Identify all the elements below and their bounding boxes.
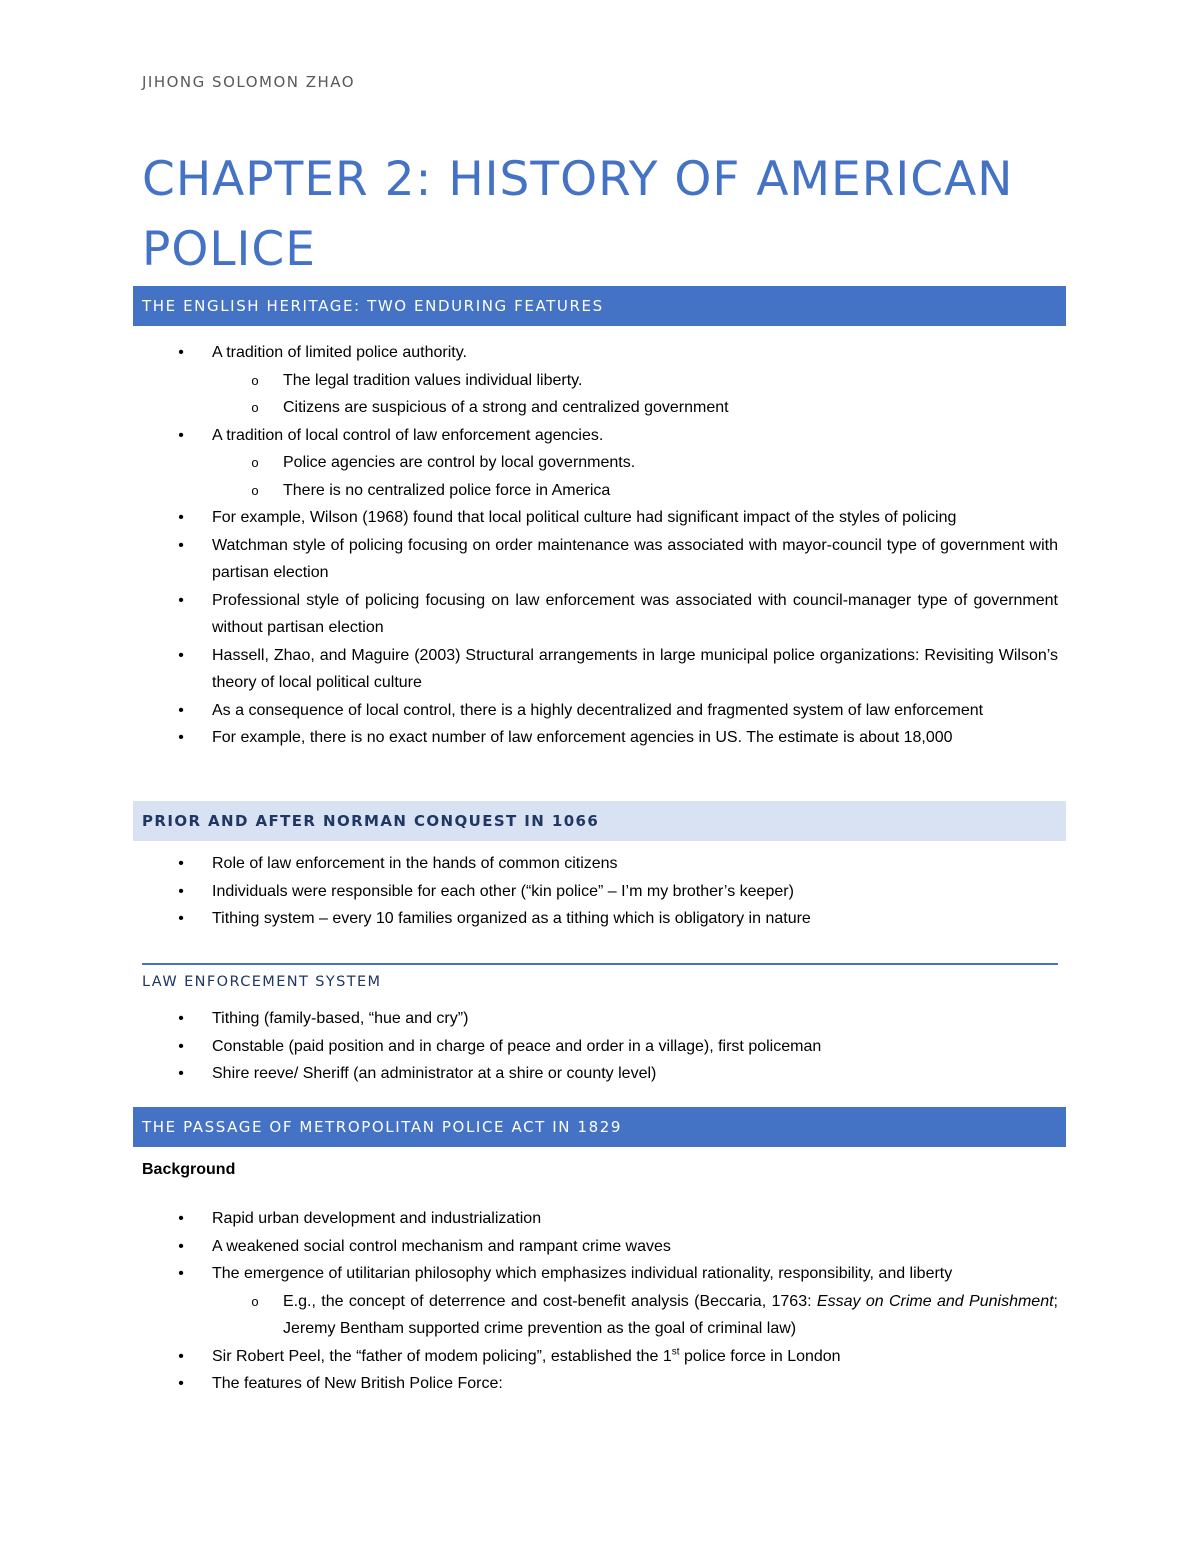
list-item [142,394,1058,422]
author-header: JIHONG SOLOMON ZHAO [142,73,356,91]
list-item: • A weakened social control mechanism and rampant crime waves [142,1233,1058,1261]
list-item [142,724,1058,752]
list-item [142,587,1058,642]
list-item-text: There is no centralized police force in America [283,481,611,499]
list-item [142,878,1058,906]
bullet-icon: • [178,701,184,719]
list-item [142,697,1058,725]
list-item-text: Citizens are suspicious of a strong and centralized government [283,399,729,416]
bullet-icon: o [251,1293,259,1309]
section-heading-norman-conquest [133,801,1066,841]
bullet-icon: • [178,509,184,526]
metropolitan-act-list [142,1205,1058,1398]
list-item-text: As a consequence of local control, there is a highly decentralized and fragmented system of law enforcement [212,701,984,719]
law-enforcement-system-list [142,1005,1058,1088]
list-item [142,532,1058,587]
bullet-icon: o [251,372,259,388]
list-item [142,367,1058,395]
bullet-icon: • [178,1265,184,1282]
list-item: • The features of New British Police Force: [142,1370,1058,1398]
list-item [142,1005,1058,1033]
bullet-icon: • [178,1065,184,1082]
bullet-icon: • [178,426,184,444]
list-item [142,504,1058,532]
list-item-text: Tithing (family-based, “hue and cry”) [212,1010,469,1027]
list-item [142,339,1058,367]
list-item-text: A tradition of local control of law enforcement agencies. [212,426,604,444]
bullet-icon: o [251,482,259,498]
section-heading-text: THE PASSAGE OF METROPOLITAN POLICE ACT IN 1829 [142,1118,623,1136]
norman-conquest-list [142,850,1058,933]
list-item: • The emergence of utilitarian philosophy which emphasizes individual rationality, responsibility, and liberty [142,1260,1058,1288]
bullet-icon: • [178,882,184,900]
list-item: o E.g., the concept of deterrence and cost-benefit analysis (Beccaria, 1763: Essay on Crime and Punishment; Jeremy Bentham supported crime prevention as the goal of criminal law) [142,1288,1058,1343]
list-item [142,850,1058,878]
list-item-text: For example, Wilson (1968) found that local political culture had significant impact of the styles of policing [212,509,957,526]
bullet-icon: • [178,1210,184,1227]
bullet-icon: • [178,646,184,664]
background-subheading: Background [142,1161,236,1178]
page-title: CHAPTER 2: HISTORY OF AMERICAN POLICE [142,152,1014,277]
list-item-text: Hassell, Zhao, and Maguire (2003) Structural arrangements in large municipal police organizations: Revisiting Wilson’s theory of local political culture [212,646,1058,691]
bullet-icon: • [178,536,184,554]
list-item-text: Constable (paid position and in charge of peace and order in a village), first policeman [212,1037,822,1055]
list-item [142,422,1058,450]
list-item-text: Tithing system – every 10 families organized as a tithing which is obligatory in nature [212,910,811,927]
list-item-text: Role of law enforcement in the hands of common citizens [212,855,618,872]
section-heading-law-enforcement-system [142,963,1058,995]
list-item [142,1033,1058,1061]
english-heritage-list [142,339,1058,752]
section-heading-text: PRIOR AND AFTER NORMAN CONQUEST IN 1066 [142,812,600,830]
list-item [142,642,1058,697]
bullet-icon: • [178,729,184,746]
list-item-text: A tradition of limited police authority. [212,344,467,361]
list-item [142,1060,1058,1088]
list-item [142,905,1058,933]
list-item-text: Shire reeve/ Sheriff (an administrator at a shire or county level) [212,1065,657,1082]
list-item-text: Police agencies are control by local governments. [283,454,636,471]
bullet-icon: • [178,1375,184,1392]
bullet-icon: o [251,400,259,415]
bullet-icon: • [178,1237,184,1255]
bullet-icon: • [178,1037,184,1055]
section-heading-text: THE ENGLISH HERITAGE: TWO ENDURING FEATURES [142,297,604,315]
list-item [142,449,1058,477]
bullet-icon: • [178,591,184,609]
list-item: • Rapid urban development and industrialization [142,1205,1058,1233]
list-item-text: Individuals were responsible for each other (“kin police” – I’m my brother’s keeper) [212,882,794,900]
list-item [142,477,1058,505]
section-heading-english-heritage [133,286,1066,326]
list-item-text: The legal tradition values individual liberty. [283,371,583,389]
bullet-icon: • [178,855,184,872]
list-item-text: For example, there is no exact number of law enforcement agencies in US. The estimate is about 18,000 [212,729,953,746]
list-item-text: Professional style of policing focusing on law enforcement was associated with council-manager type of government without partisan election [212,591,1058,636]
bullet-icon: • [178,910,184,927]
section-heading-metropolitan-act [133,1107,1066,1147]
bullet-icon: • [178,1347,184,1365]
bullet-icon: o [251,455,259,470]
section-heading-text: LAW ENFORCEMENT SYSTEM [142,974,382,990]
list-item: • Sir Robert Peel, the “father of modem policing”, established the 1st police force in London [142,1343,1058,1371]
bullet-icon: • [178,1010,184,1027]
bullet-icon: • [178,344,184,361]
list-item-text: Watchman style of policing focusing on order maintenance was associated with mayor-council type of government with partisan election [212,536,1058,581]
